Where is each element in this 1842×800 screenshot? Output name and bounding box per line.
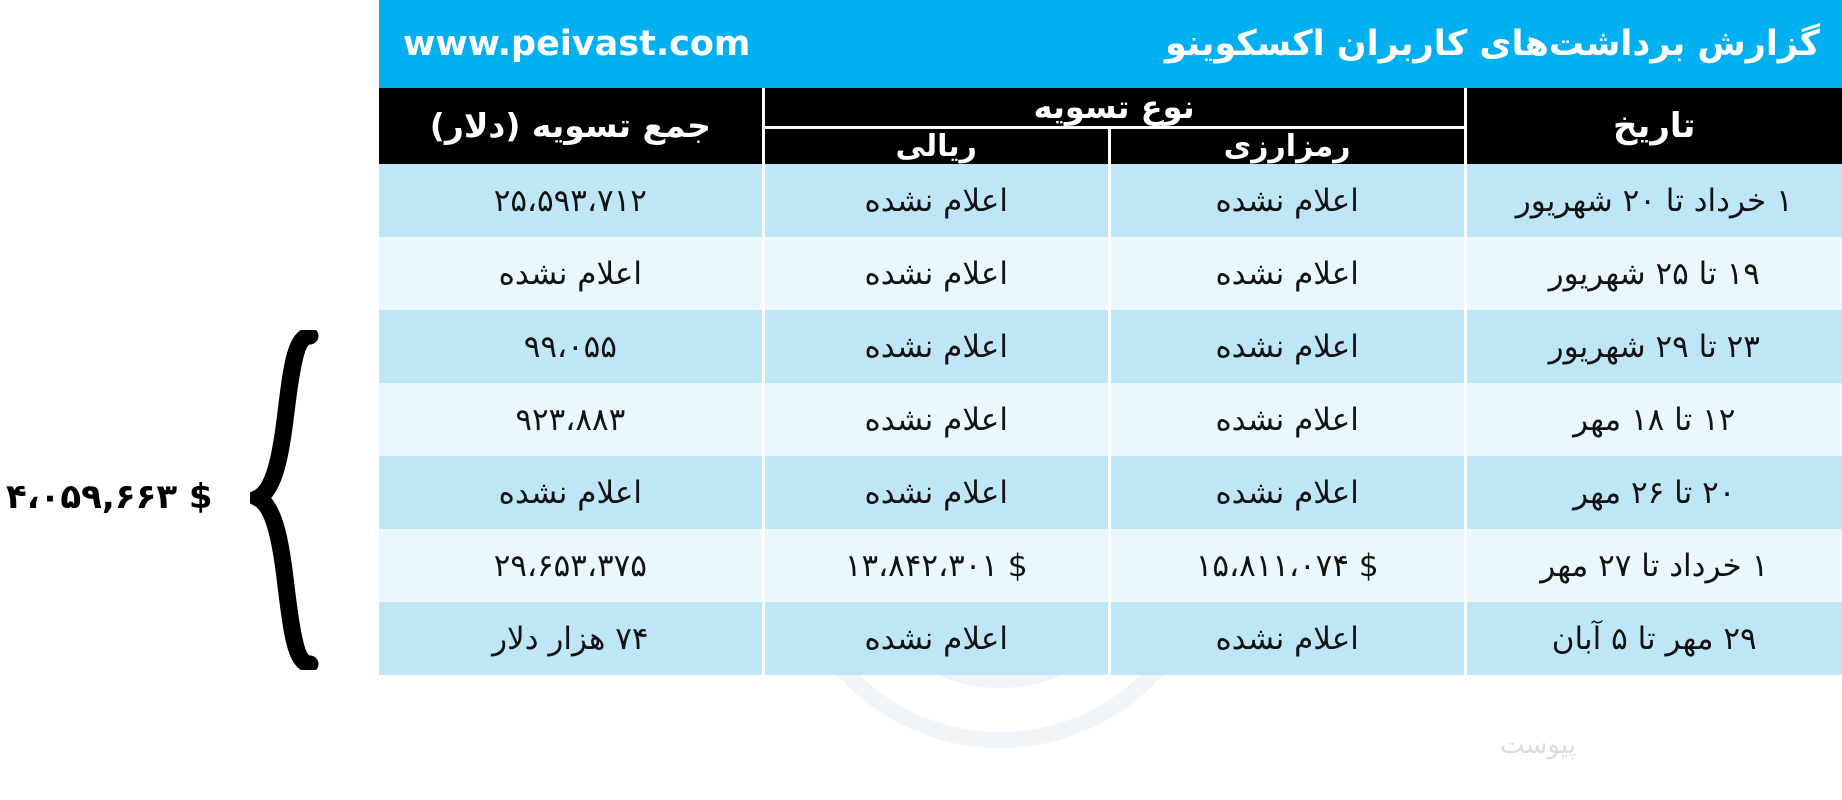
cell-total: ۲۵،۵۹۳،۷۱۲ [379,164,763,237]
cell-date: ۲۹ مهر تا ۵ آبان [1465,602,1842,675]
cell-crypto: اعلام نشده [1109,164,1465,237]
website-label: www.peivast.com [403,24,751,64]
report-table [379,0,1842,675]
cell-rial: اعلام نشده [763,310,1109,383]
table-row [379,602,1842,675]
cell-date: ۱۲ تا ۱۸ مهر [1465,383,1842,456]
report-title: گزارش برداشت‌های کاربران اکسکوینو [1164,24,1820,64]
report-table-body [379,164,1842,675]
cell-total: اعلام نشده [379,456,763,529]
cell-date: ۲۳ تا ۲۹ شهریور [1465,310,1842,383]
table-row [379,310,1842,383]
watermark-text: پیوست [1500,730,1576,760]
cell-total: اعلام نشده [379,237,763,310]
cell-date: ۲۰ تا ۲۶ مهر [1465,456,1842,529]
summary-amount: ۴،۰۵۹,۶۶۳ $ [6,477,213,517]
cell-rial: ۱۳،۸۴۲،۳۰۱ $ [763,529,1109,602]
cell-crypto: اعلام نشده [1109,310,1465,383]
table-row [379,237,1842,310]
cell-crypto: اعلام نشده [1109,602,1465,675]
cell-rial: اعلام نشده [763,237,1109,310]
cell-rial: اعلام نشده [763,383,1109,456]
cell-total: ۷۴ هزار دلار [379,602,763,675]
column-header-total: جمع تسویه (دلار) [379,88,763,164]
cell-rial: اعلام نشده [763,456,1109,529]
cell-rial: اعلام نشده [763,164,1109,237]
table-row [379,529,1842,602]
cell-total: ۹۲۳،۸۸۳ [379,383,763,456]
column-header-settlement-type: نوع تسویه [763,88,1465,128]
column-header-rial: ریالی [763,128,1109,165]
report-table-container [379,0,1842,800]
table-row [379,164,1842,237]
table-row [379,456,1842,529]
cell-crypto: اعلام نشده [1109,383,1465,456]
table-row [379,383,1842,456]
cell-crypto: ۱۵،۸۱۱،۰۷۴ $ [1109,529,1465,602]
cell-crypto: اعلام نشده [1109,456,1465,529]
cell-total: ۲۹،۶۵۳،۳۷۵ [379,529,763,602]
cell-date: ۱ خرداد تا ۲۷ مهر [1465,529,1842,602]
summary-brace [250,330,320,670]
cell-total: ۹۹،۰۵۵ [379,310,763,383]
title-band-row [379,0,1842,88]
header-row-main [379,88,1842,128]
column-header-date: تاریخ [1465,88,1842,164]
cell-date: ۱ خرداد تا ۲۰ شهریور [1465,164,1842,237]
cell-crypto: اعلام نشده [1109,237,1465,310]
cell-rial: اعلام نشده [763,602,1109,675]
cell-date: ۱۹ تا ۲۵ شهریور [1465,237,1842,310]
column-header-crypto: رمزارزی [1109,128,1465,165]
